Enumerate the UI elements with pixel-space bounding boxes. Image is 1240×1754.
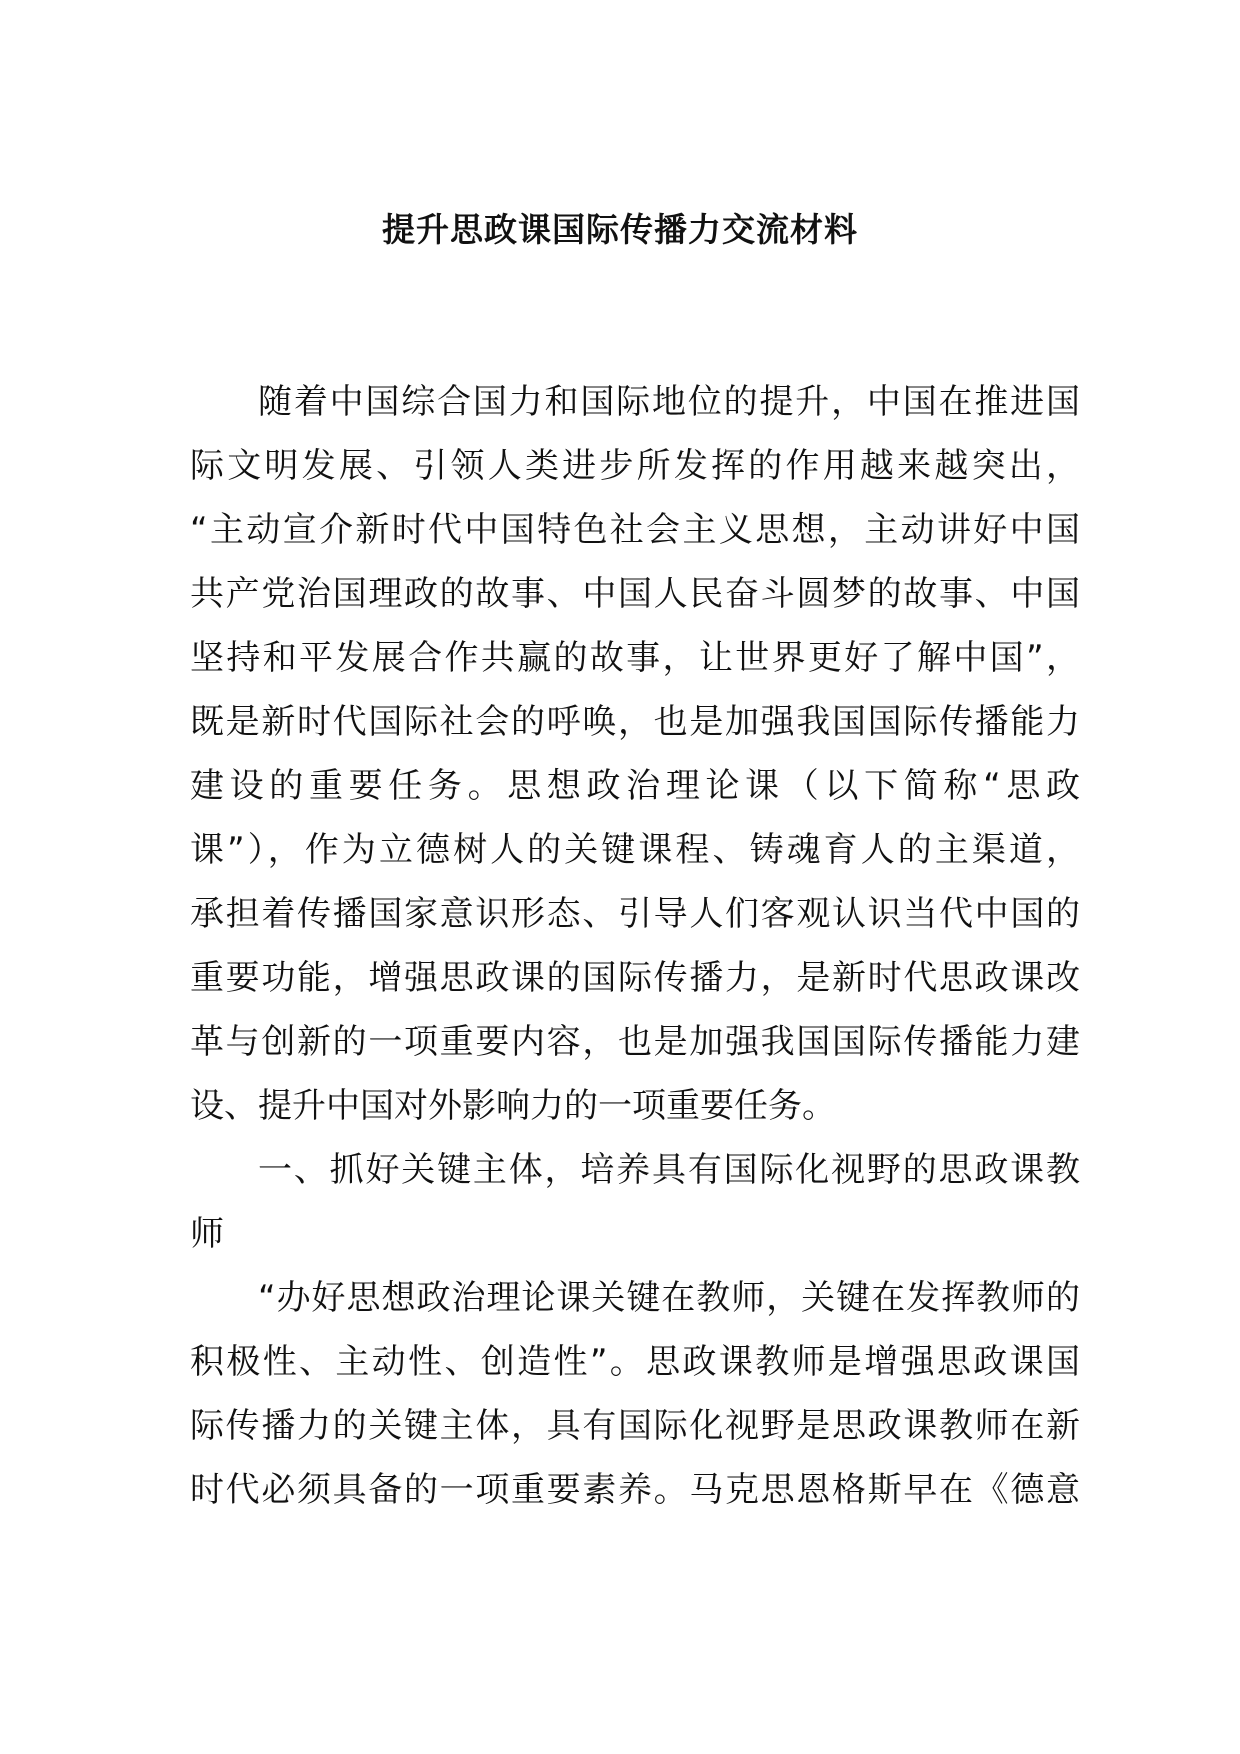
paragraph-line: 随着中国综合国力和国际地位的提升，中国在推进国: [258, 382, 1080, 422]
section-heading-line: 一、抓好关键主体，培养具有国际化视野的思政课教: [258, 1150, 1080, 1190]
paragraph-line: 共产党治国理政的故事、中国人民奋斗圆梦的故事、中国: [190, 574, 1080, 614]
paragraph-line: 建设的重要任务。思想政治理论课（以下简称“思政: [190, 766, 1080, 806]
document-title: 提升思政课国际传播力交流材料: [382, 210, 858, 249]
paragraph-line: “主动宣介新时代中国特色社会主义思想，主动讲好中国: [190, 510, 1080, 550]
paragraph-line: 时代必须具备的一项重要素养。马克思恩格斯早在《德意: [190, 1470, 1080, 1510]
paragraph-line: 重要功能，增强思政课的国际传播力，是新时代思政课改: [190, 958, 1080, 998]
paragraph-line: 革与创新的一项重要内容，也是加强我国国际传播能力建: [190, 1022, 1080, 1062]
paragraph-line: 设、提升中国对外影响力的一项重要任务。: [190, 1086, 836, 1126]
paragraph-line: 际传播力的关键主体，具有国际化视野是思政课教师在新: [190, 1406, 1080, 1446]
section-heading-line: 师: [190, 1214, 224, 1254]
paragraph-line: 课”），作为立德树人的关键课程、铸魂育人的主渠道，: [190, 830, 1080, 870]
document-body: [190, 370, 1080, 1522]
paragraph-line: 既是新时代国际社会的呼唤，也是加强我国国际传播能力: [190, 702, 1080, 742]
paragraph-line: “办好思想政治理论课关键在教师，关键在发挥教师的: [258, 1278, 1080, 1318]
paragraph-line: 际文明发展、引领人类进步所发挥的作用越来越突出，: [190, 446, 1080, 486]
paragraph-line: 积极性、主动性、创造性”。思政课教师是增强思政课国: [190, 1342, 1080, 1382]
paragraph-line: 承担着传播国家意识形态、引导人们客观认识当代中国的: [190, 894, 1080, 934]
paragraph-line: 坚持和平发展合作共赢的故事，让世界更好了解中国”，: [190, 638, 1080, 678]
